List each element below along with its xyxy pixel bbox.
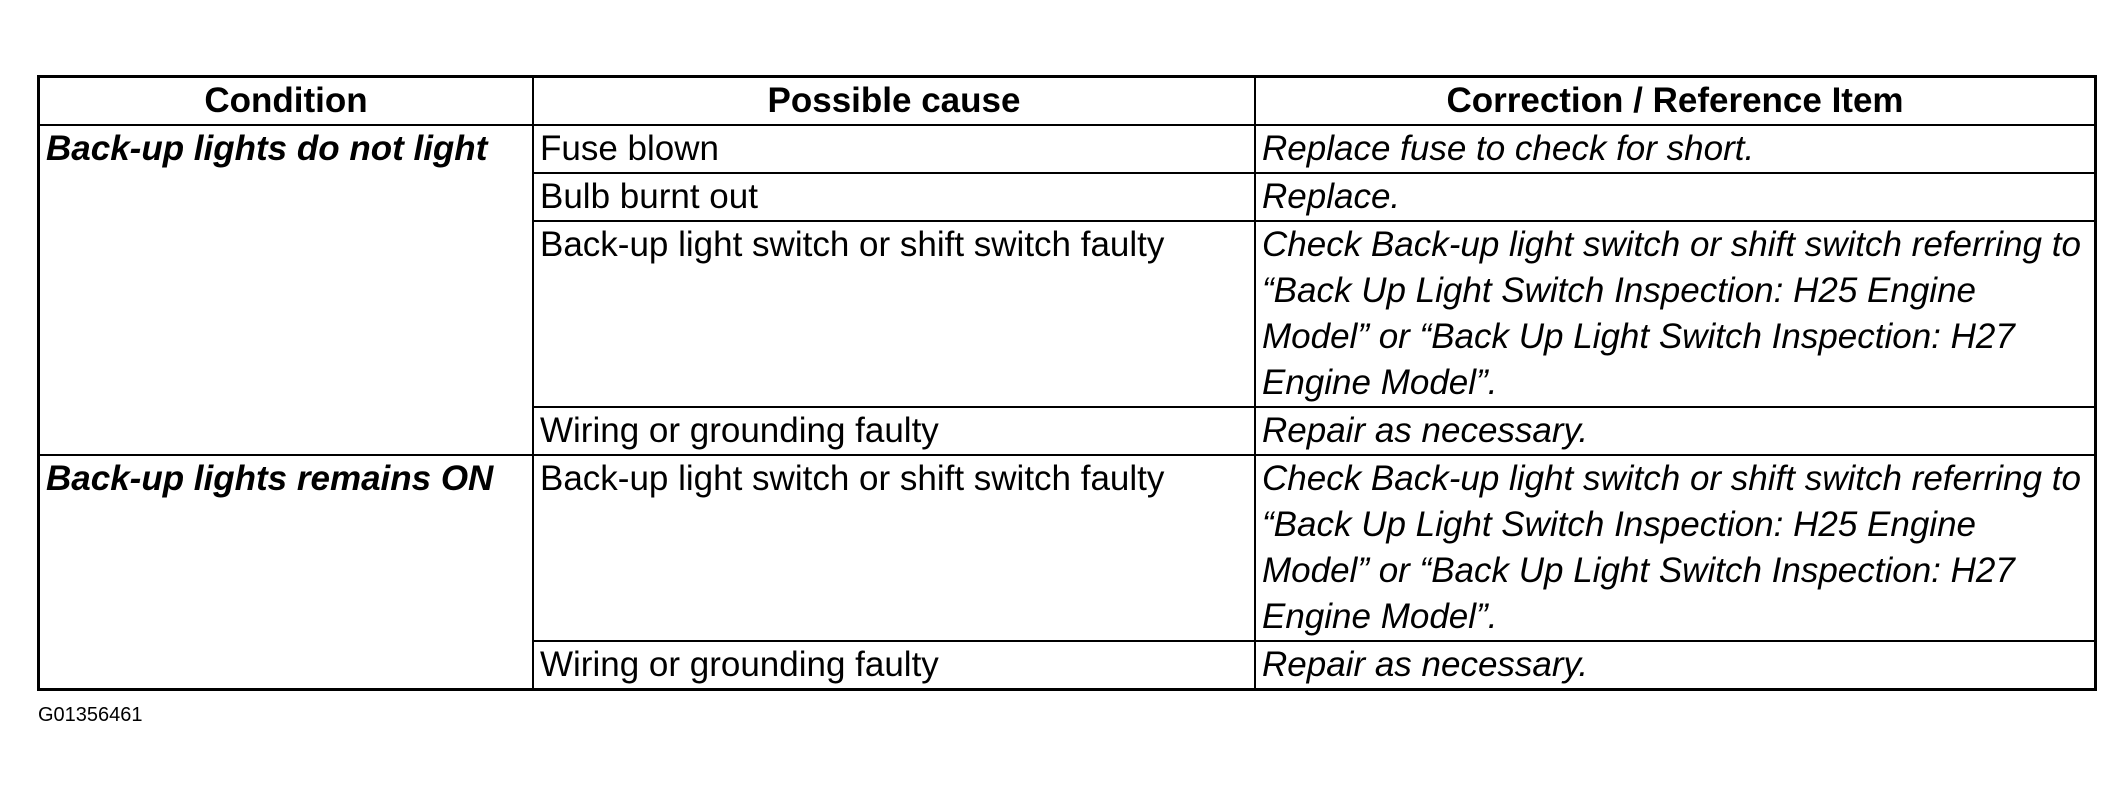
cause-cell: Wiring or grounding faulty bbox=[533, 407, 1255, 455]
figure-code: G01356461 bbox=[38, 704, 143, 726]
cause-cell: Fuse blown bbox=[533, 125, 1255, 173]
cause-cell: Back-up light switch or shift switch faulty bbox=[533, 221, 1255, 407]
correction-cell: Replace. bbox=[1255, 173, 2095, 221]
cause-cell: Wiring or grounding faulty bbox=[533, 641, 1255, 689]
correction-cell: Check Back-up light switch or shift switch referring to “Back Up Light Switch Inspection: H25 Engine Model” or “Back Up Light Switch Inspection: H27 Engine Model”. bbox=[1255, 221, 2095, 407]
correction-cell: Repair as necessary. bbox=[1255, 641, 2095, 689]
correction-cell: Replace fuse to check for short. bbox=[1255, 125, 2095, 173]
correction-cell: Repair as necessary. bbox=[1255, 407, 2095, 455]
cause-cell: Bulb burnt out bbox=[533, 173, 1255, 221]
condition-cell: Back-up lights remains ON bbox=[39, 455, 533, 689]
correction-cell: Check Back-up light switch or shift switch referring to “Back Up Light Switch Inspection: H25 Engine Model” or “Back Up Light Switch Inspection: H27 Engine Model”. bbox=[1255, 455, 2095, 641]
table-row bbox=[39, 125, 2095, 173]
cause-cell: Back-up light switch or shift switch faulty bbox=[533, 455, 1255, 641]
table-row bbox=[39, 455, 2095, 641]
header-correction: Correction / Reference Item bbox=[1255, 77, 2095, 125]
condition-cell: Back-up lights do not light bbox=[39, 125, 533, 455]
table-header-row bbox=[39, 77, 2095, 125]
header-condition: Condition bbox=[39, 77, 533, 125]
troubleshooting-table bbox=[38, 76, 2096, 690]
header-possible-cause: Possible cause bbox=[533, 77, 1255, 125]
